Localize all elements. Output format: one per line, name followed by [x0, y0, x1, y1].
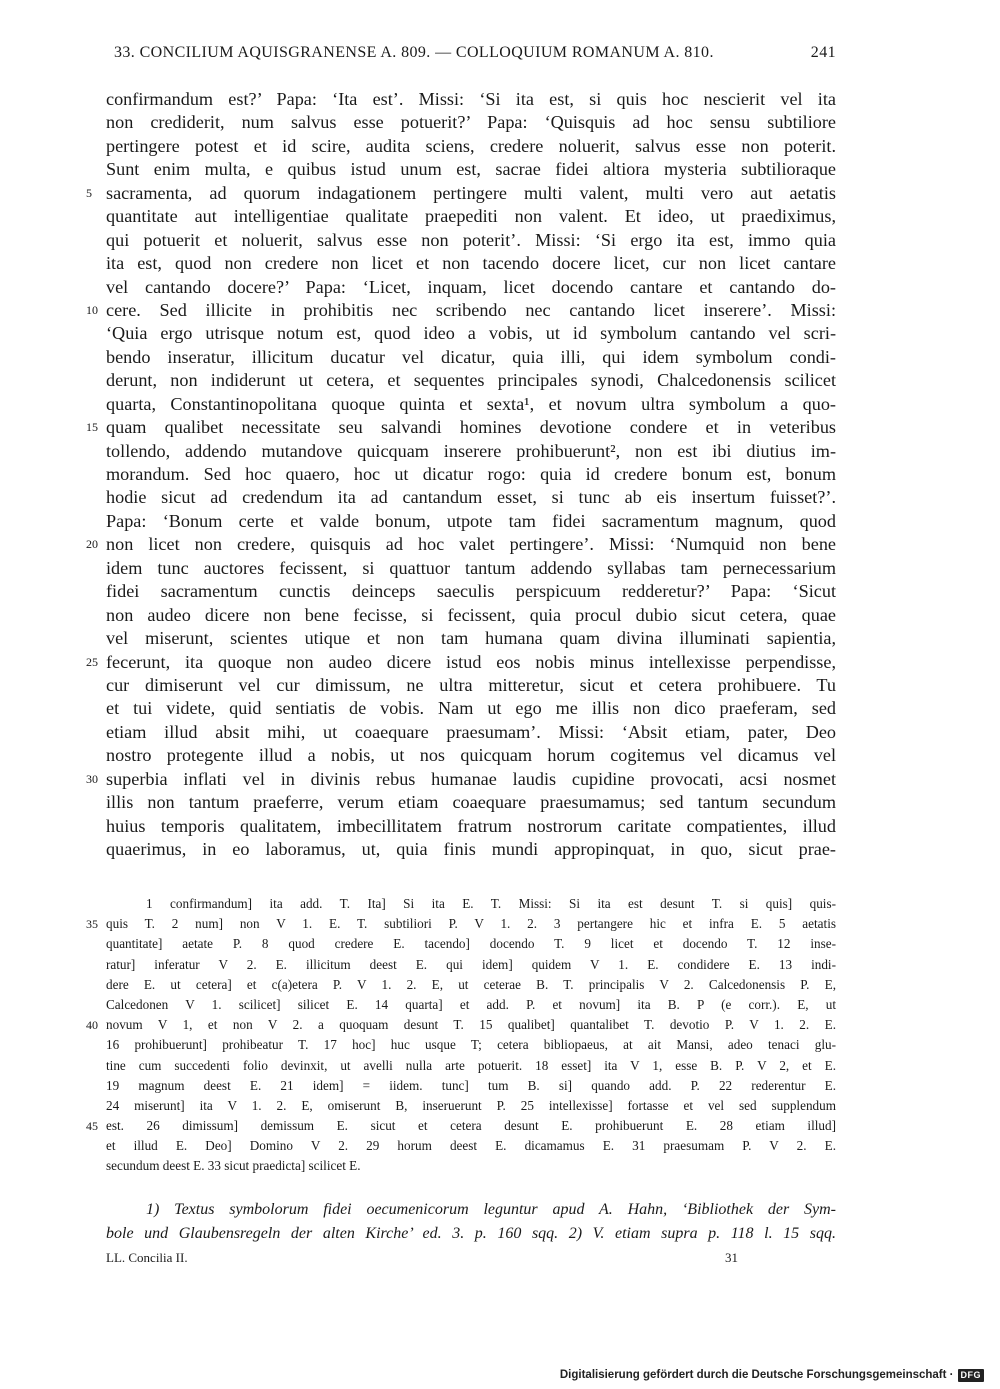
- signature-mark: LL. Concilia II.: [106, 1250, 188, 1265]
- text-line: [106, 744, 836, 767]
- text-line: [106, 229, 836, 252]
- apparatus-line: [106, 1136, 836, 1156]
- apparatus-line-text: novum V 1, et non V 2. a quoquam desunt T. 15 qualibet] quantalibet T. devotio P. V 1. 2. E.: [106, 1017, 836, 1033]
- line-number: 45: [86, 1119, 98, 1134]
- text-line-text: pertingere potest et id scire, audita sciens, credere noluerit, salvus esse non poterit.: [106, 135, 836, 156]
- text-line: [106, 369, 836, 392]
- apparatus-line: [106, 1076, 836, 1096]
- apparatus-line-text: 19 magnum deest E. 21 idem] = iidem. tunc] tum B. si] quando add. P. 22 rederentur E.: [106, 1077, 836, 1093]
- text-line: [106, 486, 836, 509]
- text-line-text: quantitate aut intelligentiae qualitate praepediti non valent. Et ideo, ut praediximus,: [106, 206, 836, 227]
- apparatus-line: [86, 1015, 836, 1035]
- text-line-text: Sunt enim multa, e quibus istud unum est, sacrae fidei altiora mysteria subtilioraque: [106, 159, 836, 180]
- text-line-text: hodie sicut ad credendum ita ad cantandum esset, si tunc ab eis insertum fuisset?’.: [106, 487, 836, 508]
- text-line: [106, 815, 836, 838]
- text-line-text: cere. Sed illicite in prohibitis nec scribendo nec cantando licet inserere’. Missi:: [106, 299, 836, 320]
- apparatus-line: [106, 894, 836, 914]
- running-title: 33. CONCILIUM AQUISGRANENSE A. 809. — COLLOQUIUM ROMANUM A. 810.: [114, 44, 714, 61]
- text-line-text: non crediderit, num salvus esse potuerit?’ Papa: ‘Quisquis ad hoc sensu subtiliore: [106, 112, 836, 133]
- apparatus-line: [106, 1056, 836, 1076]
- text-line-text: fidei sacramentum cunctis deinceps saeculis perspicuum redderetur?’ Papa: ‘Sicut: [106, 581, 836, 602]
- signature-line: [106, 1250, 738, 1270]
- text-line-text: superbia inflati vel in divinis rebus humanae laudis cupidine provocati, acsi nosmet: [106, 768, 836, 789]
- text-line-text: non audeo dicere non bene fecisse, si fecissent, quia procul dubio sicut cetera, quae: [106, 604, 836, 625]
- apparatus-line: [106, 1035, 836, 1055]
- text-line: [106, 158, 836, 181]
- line-number: 35: [86, 917, 98, 932]
- text-line-text: sacramenta, ad quorum indagationem pertingere multi valent, multi vero aut aetatis: [106, 182, 836, 203]
- apparatus-line: [106, 975, 836, 995]
- text-line: [106, 697, 836, 720]
- text-line-text: vel miserunt, scientes utique et non tam humana quam divina illuminati sapientia,: [106, 628, 836, 649]
- text-line: [106, 463, 836, 486]
- line-number: 25: [86, 654, 98, 669]
- text-line-text: morandum. Sed hoc quaero, hoc ut dicatur rogo: quia id credere bonum est, bonum: [106, 464, 836, 484]
- text-line-text: cur dimiserunt vel cur dimissum, ne ultra mitteretur, sicut et cetera prohibuere. Tu: [106, 674, 836, 695]
- text-line: [86, 533, 836, 556]
- apparatus-line: [106, 1156, 836, 1176]
- apparatus-line: [86, 1116, 836, 1136]
- apparatus-line-text: quantitate] aetate P. 8 quod credere E. tacendo] docendo T. 9 licet et docendo T. 12 inse-: [106, 936, 836, 952]
- text-line: [106, 393, 836, 416]
- apparatus-line-text: secundum deest E. 33 sicut praedicta] scilicet E.: [106, 1158, 361, 1174]
- text-line-text: ita est, quod non credere non licet et non tacendo docere licet, cur non licet cantare: [106, 253, 836, 274]
- text-line-text: etiam illud absit mihi, ut coaequare praesumam’. Missi: ‘Absit etiam, pater, Deo: [106, 721, 836, 742]
- text-line: [106, 791, 836, 814]
- text-line: [106, 721, 836, 744]
- text-line-text: et tui videte, quid sentiatis de vobis. Nam ut ego me illis non dico praeferam, sed: [106, 698, 836, 719]
- line-number: 10: [86, 302, 98, 317]
- text-line-text: Papa: ‘Bonum certe et valde bonum, utpote tam fidei sacramentum magnum, quod: [106, 510, 836, 531]
- text-line: [106, 346, 836, 369]
- page-number: 241: [810, 44, 836, 61]
- apparatus-line-text: 24 miserunt] ita V 1. 2. E, omiserunt B, inseruerunt P. 25 intellexisse] fortasse et vel sed supplendum: [106, 1097, 836, 1113]
- text-line-text: fecerunt, ita quoque non audeo dicere istud eos nobis minus intellexisse perpendisse,: [106, 651, 836, 672]
- text-line: [106, 510, 836, 533]
- text-line-text: non licet non credere, quisquis ad hoc valet pertingere’. Missi: ‘Numquid non bene: [106, 534, 836, 555]
- running-header: [106, 44, 836, 70]
- line-number: 20: [86, 537, 98, 552]
- main-text: [86, 88, 836, 861]
- text-line-text: bendo inseratur, illicitum ducatur vel dicatur, quia illi, qui idem symbolum condi-: [106, 346, 836, 367]
- text-line: [106, 111, 836, 134]
- apparatus-line-text: ratur] inferatur V 2. E. illicitum deest E. qui idem] quidem V 1. E. condidere E. 13 indi-: [106, 956, 836, 972]
- text-line-text: ‘Quia ergo utrisque notum est, quod ideo a vobis, ut id symbolum cantando vel scri-: [106, 323, 836, 344]
- apparatus-line: [106, 955, 836, 975]
- critical-apparatus: [86, 894, 836, 1177]
- line-number: 15: [86, 420, 98, 435]
- text-line-text: illis non tantum praeferre, verum etiam coaequare praesumamus; sed tantum secundum: [106, 792, 836, 813]
- text-line: [86, 299, 836, 322]
- footnote-line-text: bole und Glaubensregeln der alten Kirche’ ed. 3. p. 160 sqq. 2) V. etiam supra p. 118 l. 15 sqq.: [106, 1225, 836, 1242]
- apparatus-line-text: 16 prohibuerunt] prohibeatur T. 17 hoc] huc usque T; cetera bibliopaeus, at ait Mansi, adeo tenaci glu-: [106, 1037, 836, 1053]
- line-number: 5: [86, 185, 92, 200]
- apparatus-line-text: tine cum succedenti folio devinxit, ut avelli nulla arte potuerit. 18 esset] ita V 1, esse B. P. V 2, et E.: [106, 1057, 836, 1073]
- text-line: [106, 557, 836, 580]
- text-line: [106, 674, 836, 697]
- text-line: [106, 604, 836, 627]
- apparatus-line-text: dere E. ut cetera] et c(a)etera P. V 1. 2. E, ut ceterae B. T. principalis V 2. Calcedonensis P. E,: [106, 976, 836, 992]
- digitization-credit: [560, 1368, 984, 1382]
- text-line: [106, 135, 836, 158]
- footnote-line: [106, 1198, 836, 1222]
- text-line: [106, 440, 836, 463]
- credit-text: Digitalisierung gefördert durch die Deutsche Forschungsgemeinschaft ·: [559, 1369, 954, 1381]
- apparatus-line-text: est. 26 dimissum] demissum E. sicut et cetera desunt E. prohibuerunt E. 28 etiam illud]: [106, 1118, 836, 1134]
- apparatus-line-text: et illud E. Deo] Domino V 2. 29 horum deest E. dicamamus E. 31 praesumam P. V 2. E.: [106, 1138, 836, 1154]
- text-line-text: qui potuerit et noluerit, salvus esse non poterit’. Missi: ‘Si ergo ita est, immo quia: [106, 229, 836, 250]
- apparatus-line-text: 1 confirmandum] ita add. T. Ita] Si ita E. T. Missi: Si ita est desunt T. si quis] quis-: [146, 896, 836, 911]
- text-line: [106, 322, 836, 345]
- apparatus-line: [106, 1096, 836, 1116]
- apparatus-line: [106, 934, 836, 954]
- text-line-text: tollendo, addendo mutandove quicquam inserere prohibuerunt², non est ibi diutius im-: [106, 440, 836, 461]
- line-number: 40: [86, 1018, 98, 1033]
- text-line: [86, 651, 836, 674]
- text-line: [86, 768, 836, 791]
- footnote-line-text: 1) Textus symbolorum fidei oecumenicorum leguntur apud A. Hahn, ‘Bibliothek der Sym-: [146, 1201, 836, 1218]
- text-line: [106, 627, 836, 650]
- text-line-text: confirmandum est?’ Papa: ‘Ita est’. Missi: ‘Si ita est, si quis hoc nescierit vel ita: [106, 89, 836, 109]
- sheet-number: 31: [725, 1250, 738, 1265]
- text-line: [106, 88, 836, 111]
- text-line: [106, 252, 836, 275]
- line-number: 30: [86, 771, 98, 786]
- apparatus-line: [86, 914, 836, 934]
- apparatus-line-text: quis T. 2 num] non V 1. E. T. subtiliori P. V 1. 2. 3 pertangere hic et infra E. 5 aetatis: [106, 916, 836, 932]
- text-line-text: quam qualibet necessitate seu salvandi homines devotione condere et in veteribus: [106, 417, 836, 438]
- text-line-text: derunt, non indiderunt ut cetera, et sequentes principales synodi, Chalcedonensis scilicet: [106, 370, 836, 391]
- text-line-text: quaerimus, in eo laboramus, ut, quia finis mundi appropinquat, in quo, sicut prae-: [106, 839, 836, 859]
- text-line-text: huius temporis qualitatem, imbecillitatem fratrum nostrorum caritate compatientes, illud: [106, 815, 836, 836]
- dfg-logo: DFG: [958, 1369, 985, 1382]
- text-line: [106, 838, 836, 861]
- footnotes: [106, 1198, 836, 1246]
- text-line: [106, 276, 836, 299]
- text-line-text: vel cantando docere?’ Papa: ‘Licet, inquam, licet docendo cantare et cantando do-: [106, 276, 836, 297]
- text-line-text: idem tunc auctores fecissent, si quattuor tantum addendo syllabas tam pernecessarium: [106, 557, 836, 578]
- text-line-text: quarta, Constantinopolitana quoque quinta et sexta¹, et novum ultra symbolum a quo-: [106, 393, 836, 414]
- text-line: [106, 580, 836, 603]
- footnote-line: [106, 1222, 836, 1246]
- text-line: [86, 182, 836, 205]
- apparatus-line-text: Calcedonen V 1. scilicet] silicet E. 14 quarta] et add. P. et novum] ita B. P (e corr.). E, ut: [106, 996, 836, 1012]
- text-line: [106, 205, 836, 228]
- text-line-text: nostro protegente illud a nobis, ut nos quicquam horum cogitemus vel dicamus vel: [106, 745, 836, 766]
- apparatus-line: [106, 995, 836, 1015]
- text-line: [86, 416, 836, 439]
